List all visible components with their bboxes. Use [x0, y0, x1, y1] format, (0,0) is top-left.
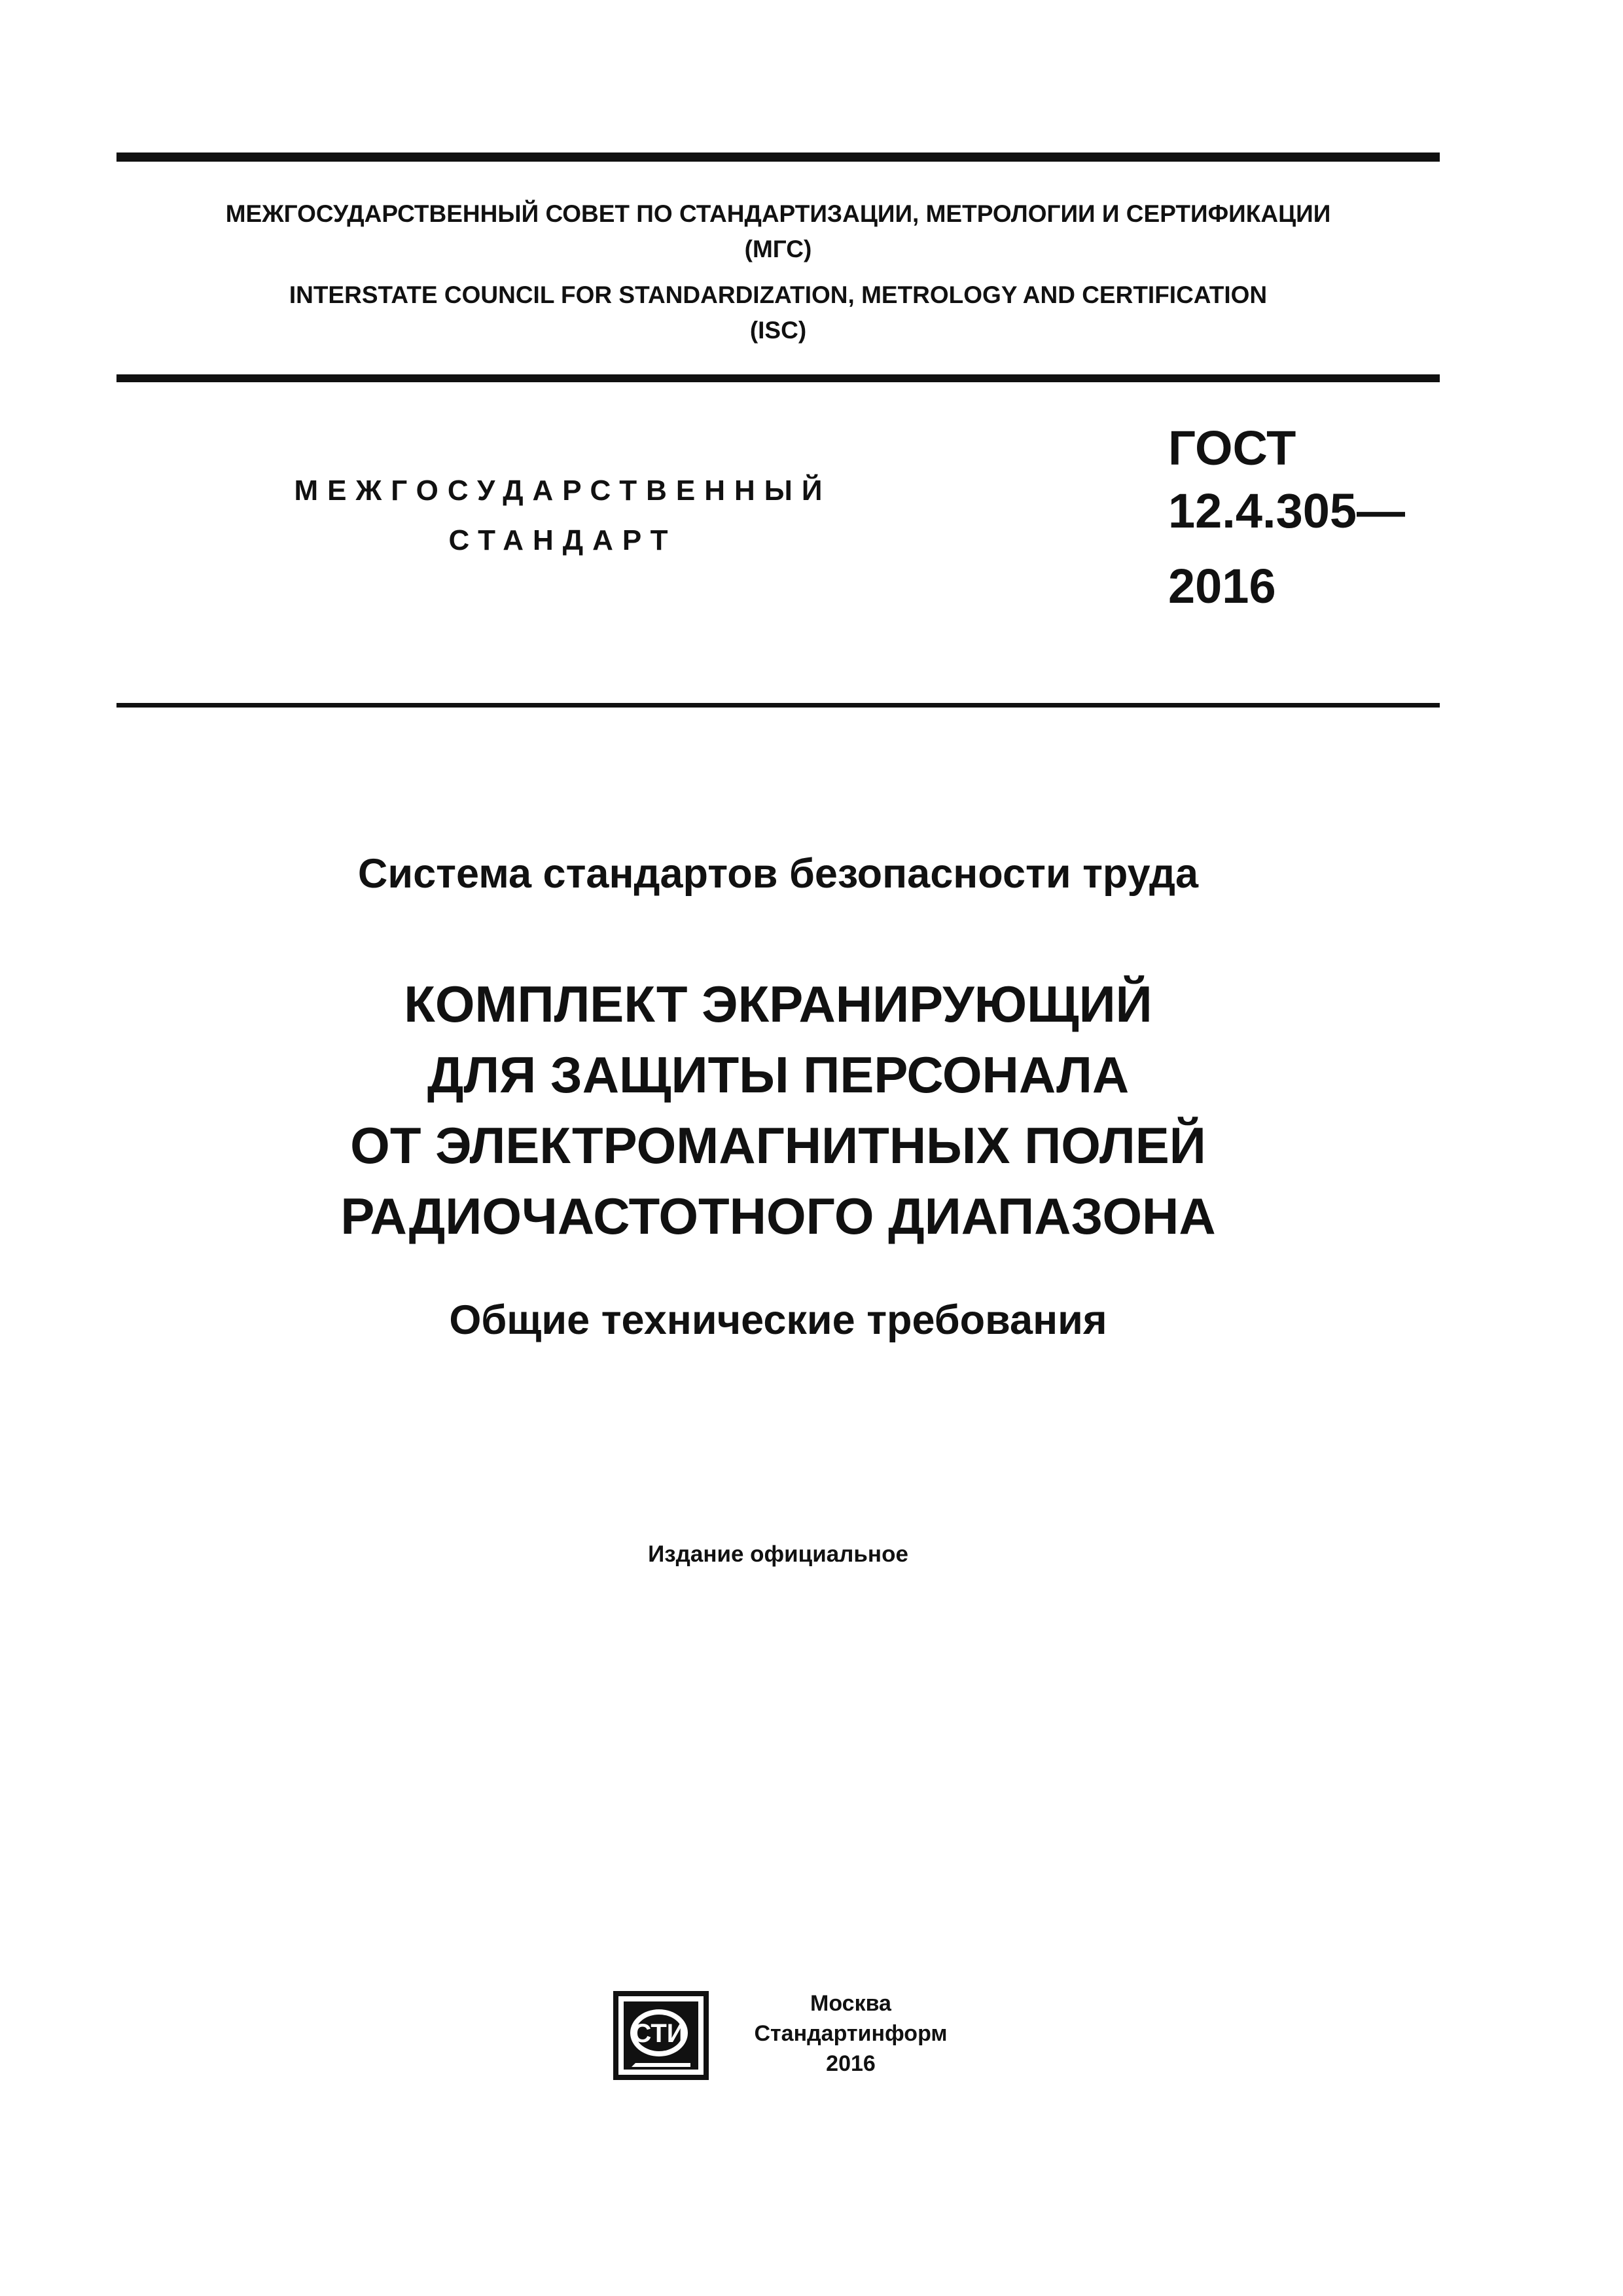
publisher-logo-icon	[612, 1990, 710, 2081]
top-rule	[116, 152, 1440, 162]
subtitle: Общие технические требования	[449, 1297, 1107, 1343]
gost-number: 12.4.305—	[1168, 484, 1406, 538]
council-name-ru: МЕЖГОСУДАРСТВЕННЫЙ СОВЕТ ПО СТАНДАРТИЗАЦИИ, МЕТРОЛОГИИ И СЕРТИФИКАЦИИ	[225, 200, 1331, 227]
publisher-name: Стандартинформ	[754, 2021, 948, 2046]
gost-year: 2016	[1168, 559, 1276, 613]
council-rule	[116, 374, 1440, 382]
header-bottom-rule	[116, 703, 1440, 708]
edition-note: Издание официальное	[648, 1541, 908, 1567]
main-title-line2: ДЛЯ ЗАЩИТЫ ПЕРСОНАЛА	[427, 1046, 1130, 1103]
main-title-line1: КОМПЛЕКТ ЭКРАНИРУЮЩИЙ	[404, 975, 1152, 1033]
main-title-line3: ОТ ЭЛЕКТРОМАГНИТНЫХ ПОЛЕЙ	[350, 1117, 1206, 1174]
council-abbr-en: (ISC)	[749, 317, 807, 344]
gost-prefix: ГОСТ	[1168, 421, 1296, 475]
publisher-city: Москва	[810, 1991, 891, 2016]
council-name-en: INTERSTATE COUNCIL FOR STANDARDIZATION, METROLOGY AND CERTIFICATION	[289, 281, 1268, 308]
system-title: Система стандартов безопасности труда	[357, 851, 1199, 897]
standard-type-line2: СТАНДАРТ	[448, 524, 677, 556]
standard-type-line1: МЕЖГОСУДАРСТВЕННЫЙ	[294, 475, 832, 507]
publisher-year: 2016	[826, 2051, 876, 2076]
publisher-logo-text: СТИ	[632, 2019, 686, 2048]
council-abbr-ru: (МГС)	[744, 236, 812, 262]
main-title-line4: РАДИОЧАСТОТНОГО ДИАПАЗОНА	[340, 1187, 1216, 1245]
